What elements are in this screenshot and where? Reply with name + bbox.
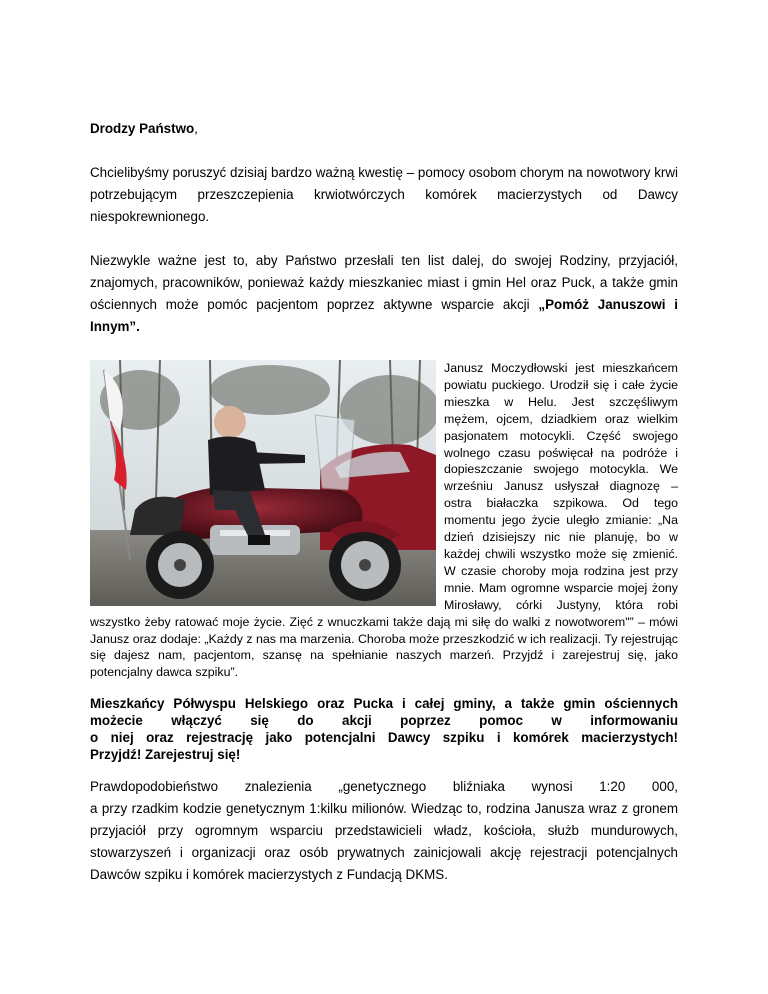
story-paragraph: Janusz Moczydłowski jest mieszkańcem powiatu puckiego. Urodził się i całe życie mieszka w Helu. Jest szczęśliwym mężem, ojcem, dziadkiem oraz wielkim pasjonatem motocykli. Część swojego wolnego czasu poświęcał na podróże i dopieszczanie swojego motocykla. We wrześniu Janusz usłyszał diagnozę – ostra białaczka szpikowa. Od tego momentu jego życie uległo zmianie: „Na dzień dzisiejszy nic nie planuję, bo w każdej chwili wszystko może się zmienić. W czasie choroby moja rodzina jest przy mnie. Mam ogromne wsparcie mojej żony Mirosławy, córki Justyny, która robi wszystko żeby ratować moje życie. Zięć z wnuczkami także dają mi siłę do walki z nowotworem"” – mówi Janusz oraz dodaje: „Każdy z nas ma marzenia. Choroba może przeszkodzić w ich realizacji. Ty rejestrując się dajesz nam, pacjentom, szansę na spełnianie naszych marzeń. Przyjdź i zarejestruj się, jako potencjalny dawca szpiku”. — [90, 361, 678, 680]
salutation-comma: , — [194, 121, 198, 136]
forward-request-text: Niezwykle ważne jest to, aby Państwo przesłali ten list dalej, do swojej Rodziny, przyjaciół, znajomych, pracowników, ponieważ każdy mieszkaniec miast i gmin Hel oraz Puck, a także gmin ościennych może pomóc pacjentom poprzez aktywne wsparcie akcji — [90, 253, 678, 312]
letter-body — [90, 118, 678, 886]
callout-line: o niej oraz rejestrację jako potencjalni Dawcy szpiku i komórek macierzystych! — [90, 730, 678, 746]
callout-line: Mieszkańcy Półwyspu Helskiego oraz Pucka i całej gminy, a także gmin ościennych — [90, 696, 678, 712]
salutation — [90, 118, 678, 140]
callout-line: Przyjdź! Zarejestruj się! — [90, 747, 241, 763]
campaign-name: „Pomóż Januszowi i Innym”. — [90, 297, 679, 334]
forward-request-paragraph — [90, 250, 678, 338]
closing-paragraph — [90, 776, 678, 886]
motorcycle-photo — [90, 360, 436, 606]
callout-line: możecie włączyć się do akcji poprzez pomoc w informowaniu — [90, 713, 678, 729]
salutation-name: Drodzy Państwo — [90, 121, 195, 136]
intro-paragraph: Chcielibyśmy poruszyć dzisiaj bardzo ważną kwestię – pomocy osobom chorym na nowotwory krwi potrzebującym przeszczepienia krwiotwórczych komórek macierzystych od Dawcy niespokrewnionego. — [90, 165, 678, 224]
story-section — [90, 360, 678, 681]
closing-text: a przy rzadkim kodzie genetycznym 1:kilku milionów. Wiedząc to, rodzina Janusza wraz z gronem przyjaciół przy ogromnym wsparciu przedstawicieli władz, kościoła, służb mundurowych, stowarzyszeń i organizacji oraz osób prywatnych zainicjowali akcję rejestracji potencjalnych Dawców szpiku i komórek macierzystych z Fundacją DKMS. — [90, 801, 678, 883]
call-to-action — [90, 695, 678, 763]
closing-first-line: Prawdopodobieństwo znalezienia „genetycznego bliźniaka wynosi 1:20 000, — [90, 779, 678, 795]
